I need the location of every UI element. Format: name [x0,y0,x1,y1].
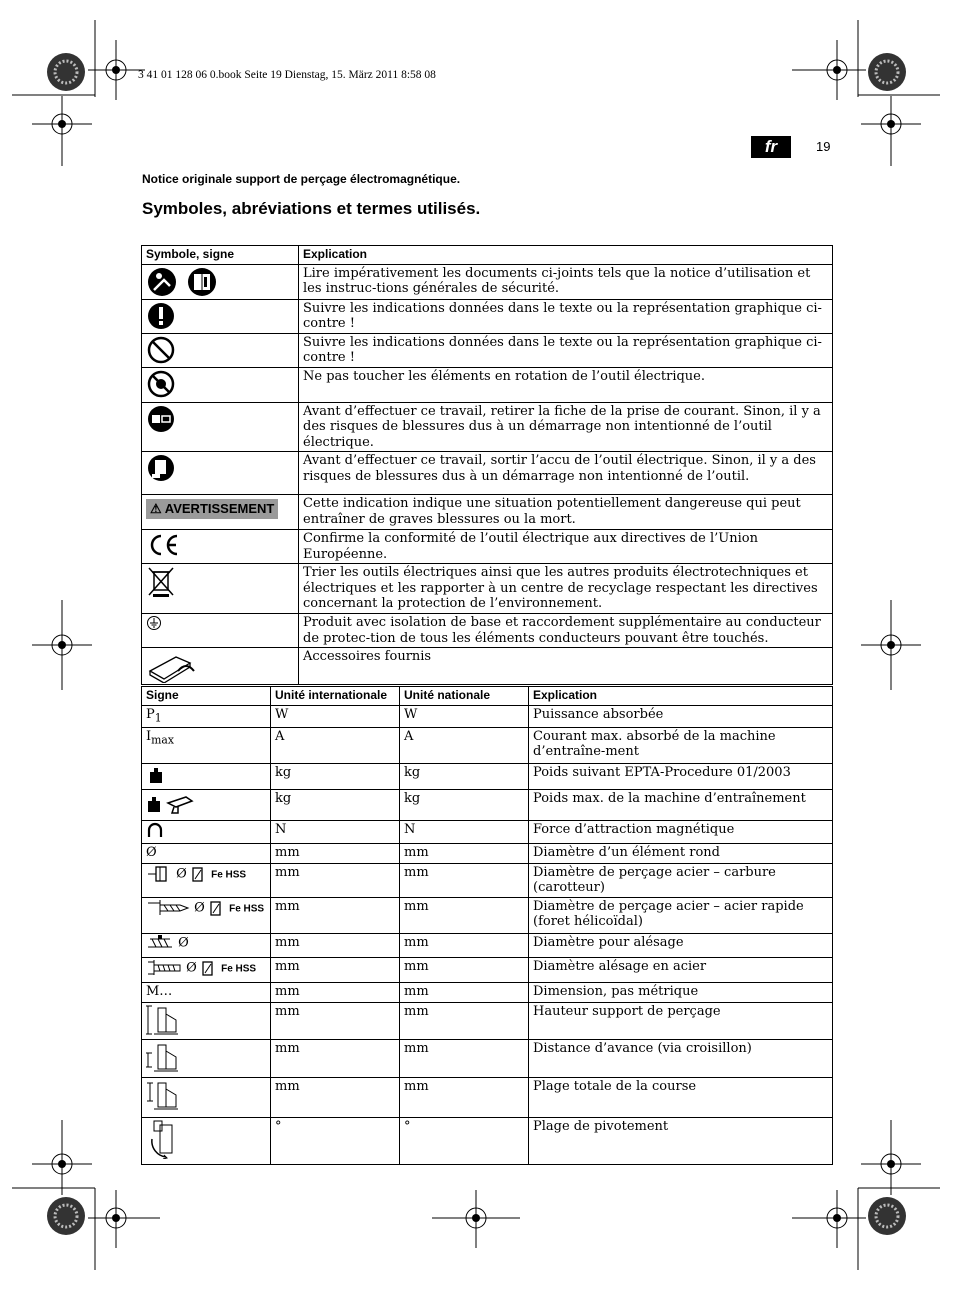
weee-bin-icon [146,565,176,599]
table-row: kg kg Poids max. de la machine d’entraînement [142,789,833,820]
warning-label: ⚠ AVERTISSEMENT [146,499,278,519]
table-row [142,564,833,614]
table-row: mm mm Distance d’avance (via croisillon) [142,1039,833,1077]
table-row: mm mm Hauteur support de perçage [142,1002,833,1039]
reamer-steel-icon [146,959,182,977]
table-row [142,530,833,564]
table-header-row [142,246,833,265]
sign-cell: Ø [142,843,271,863]
column-header: Unité internationale [271,687,400,706]
table-row: Ø mm mm Diamètre d’un élément rond [142,843,833,863]
swivel-range-icon [146,1119,186,1159]
table-row [142,614,833,648]
page-number: 19 [816,139,831,154]
column-header: Explication [299,246,833,265]
symbols-table [141,245,833,685]
column-header: Unité nationale [400,687,529,706]
feed-distance-icon [146,1041,180,1073]
table-row: Ø Fe HSS mm mm Diamètre de perçage acier – acier rapide (foret hélicoïdal) [142,897,833,933]
weight-icon [146,765,166,785]
table-row [142,452,833,495]
core-drill-icon [146,865,172,883]
remove-battery-icon [146,453,176,483]
steel-icon [209,899,225,917]
table-row [142,495,833,530]
reamer-icon [146,935,174,951]
prohibition-icon [146,335,176,365]
unplug-icon [146,404,176,434]
explication-cell: Produit avec isolation de base et raccordement supplémentaire au conducteur de protec-tion de tous les éléments conducteurs pouvant être touchés. [299,614,833,648]
table-row: Ø Fe HSS mm mm Diamètre alésage en acier [142,957,833,982]
column-header: Symbole, signe [142,246,299,265]
table-row: $P_1$ W W Puissance absorbée [142,705,833,727]
table-row: ° ° Plage de pivotement [142,1117,833,1164]
earth-ground-icon [146,615,162,631]
weight-drill-icon [146,791,196,815]
table-row: Ø Fe HSS mm mm Diamètre de perçage acier – carbure (carotteur) [142,863,833,897]
explication-cell: Avant d’effectuer ce travail, sortir l’accu de l’outil électrique. Sinon, il y a des risques de blessures dus à un démarrage non intentionné de l’outil. [299,452,833,495]
sign-cell: $I_{max}$ [142,727,271,763]
table-row: mm mm Plage totale de la course [142,1077,833,1117]
table-row [142,648,833,685]
column-header: Explication [529,687,833,706]
explication-cell: Suivre les indications données dans le texte ou la représentation graphique ci-contre ! [299,299,833,333]
table-row: $I_{max}$ A A Courant max. absorbé de la machine d’entraîne-ment [142,727,833,763]
table-row [142,333,833,367]
table-row: N N Force d’attraction magnétique [142,820,833,843]
table-row [142,299,833,333]
exclamation-icon [146,301,176,331]
document-subtitle: Notice originale support de perçage électromagnétique. [142,172,461,186]
read-manual-icon [146,266,216,298]
explication-cell: Accessoires fournis [299,648,833,685]
section-title: Symboles, abréviations et termes utilisés. [142,199,481,218]
stand-height-icon [146,1004,180,1036]
explication-cell: Cette indication indique une situation potentiellement dangereuse qui peut entraîner de graves blessures ou la mort. [299,495,833,530]
accessories-icon [146,649,198,683]
twist-drill-icon [146,899,190,917]
language-tab: fr [751,136,791,158]
steel-icon [201,959,217,977]
units-table [141,686,833,1165]
explication-cell: Confirme la conformité de l’outil électrique aux directives de l’Union Européenne. [299,530,833,564]
explication-cell: Ne pas toucher les éléments en rotation de l’outil électrique. [299,367,833,402]
table-header-row [142,687,833,706]
table-row: Ø mm mm Diamètre pour alésage [142,933,833,957]
table-row: kg kg Poids suivant EPTA-Procedure 01/2003 [142,763,833,789]
explication-cell: Avant d’effectuer ce travail, retirer la fiche de la prise de courant. Sinon, il y a des risques de blessures dus à un démarrage non intentionné de l’outil électrique. [299,402,833,452]
table-row [142,264,833,299]
steel-icon [191,865,207,883]
stroke-range-icon [146,1079,180,1111]
explication-cell: Lire impérativement les documents ci-joints tels que la notice d’utilisation et les instruc-tions générales de sécurité. [299,264,833,299]
table-row: M… mm mm Dimension, pas métrique [142,982,833,1002]
explication-cell: Suivre les indications données dans le texte ou la représentation graphique ci-contre ! [299,333,833,367]
sign-cell: $P_1$ [142,705,271,727]
ce-mark-icon [146,531,180,559]
book-file-header: 3 41 01 128 06 0.book Seite 19 Dienstag, 15. März 2011 8:58 08 [138,69,436,81]
no-touch-rotating-icon [146,369,176,399]
sign-cell: M… [142,982,271,1002]
column-header: Signe [142,687,271,706]
explication-cell: Trier les outils électriques ainsi que les autres produits électrotechniques et électriques et les rapporter à un centre de recyclage respectant les directives concernant la protection de l’environnement. [299,564,833,614]
table-row [142,402,833,452]
magnet-icon [146,822,164,838]
table-row [142,367,833,402]
